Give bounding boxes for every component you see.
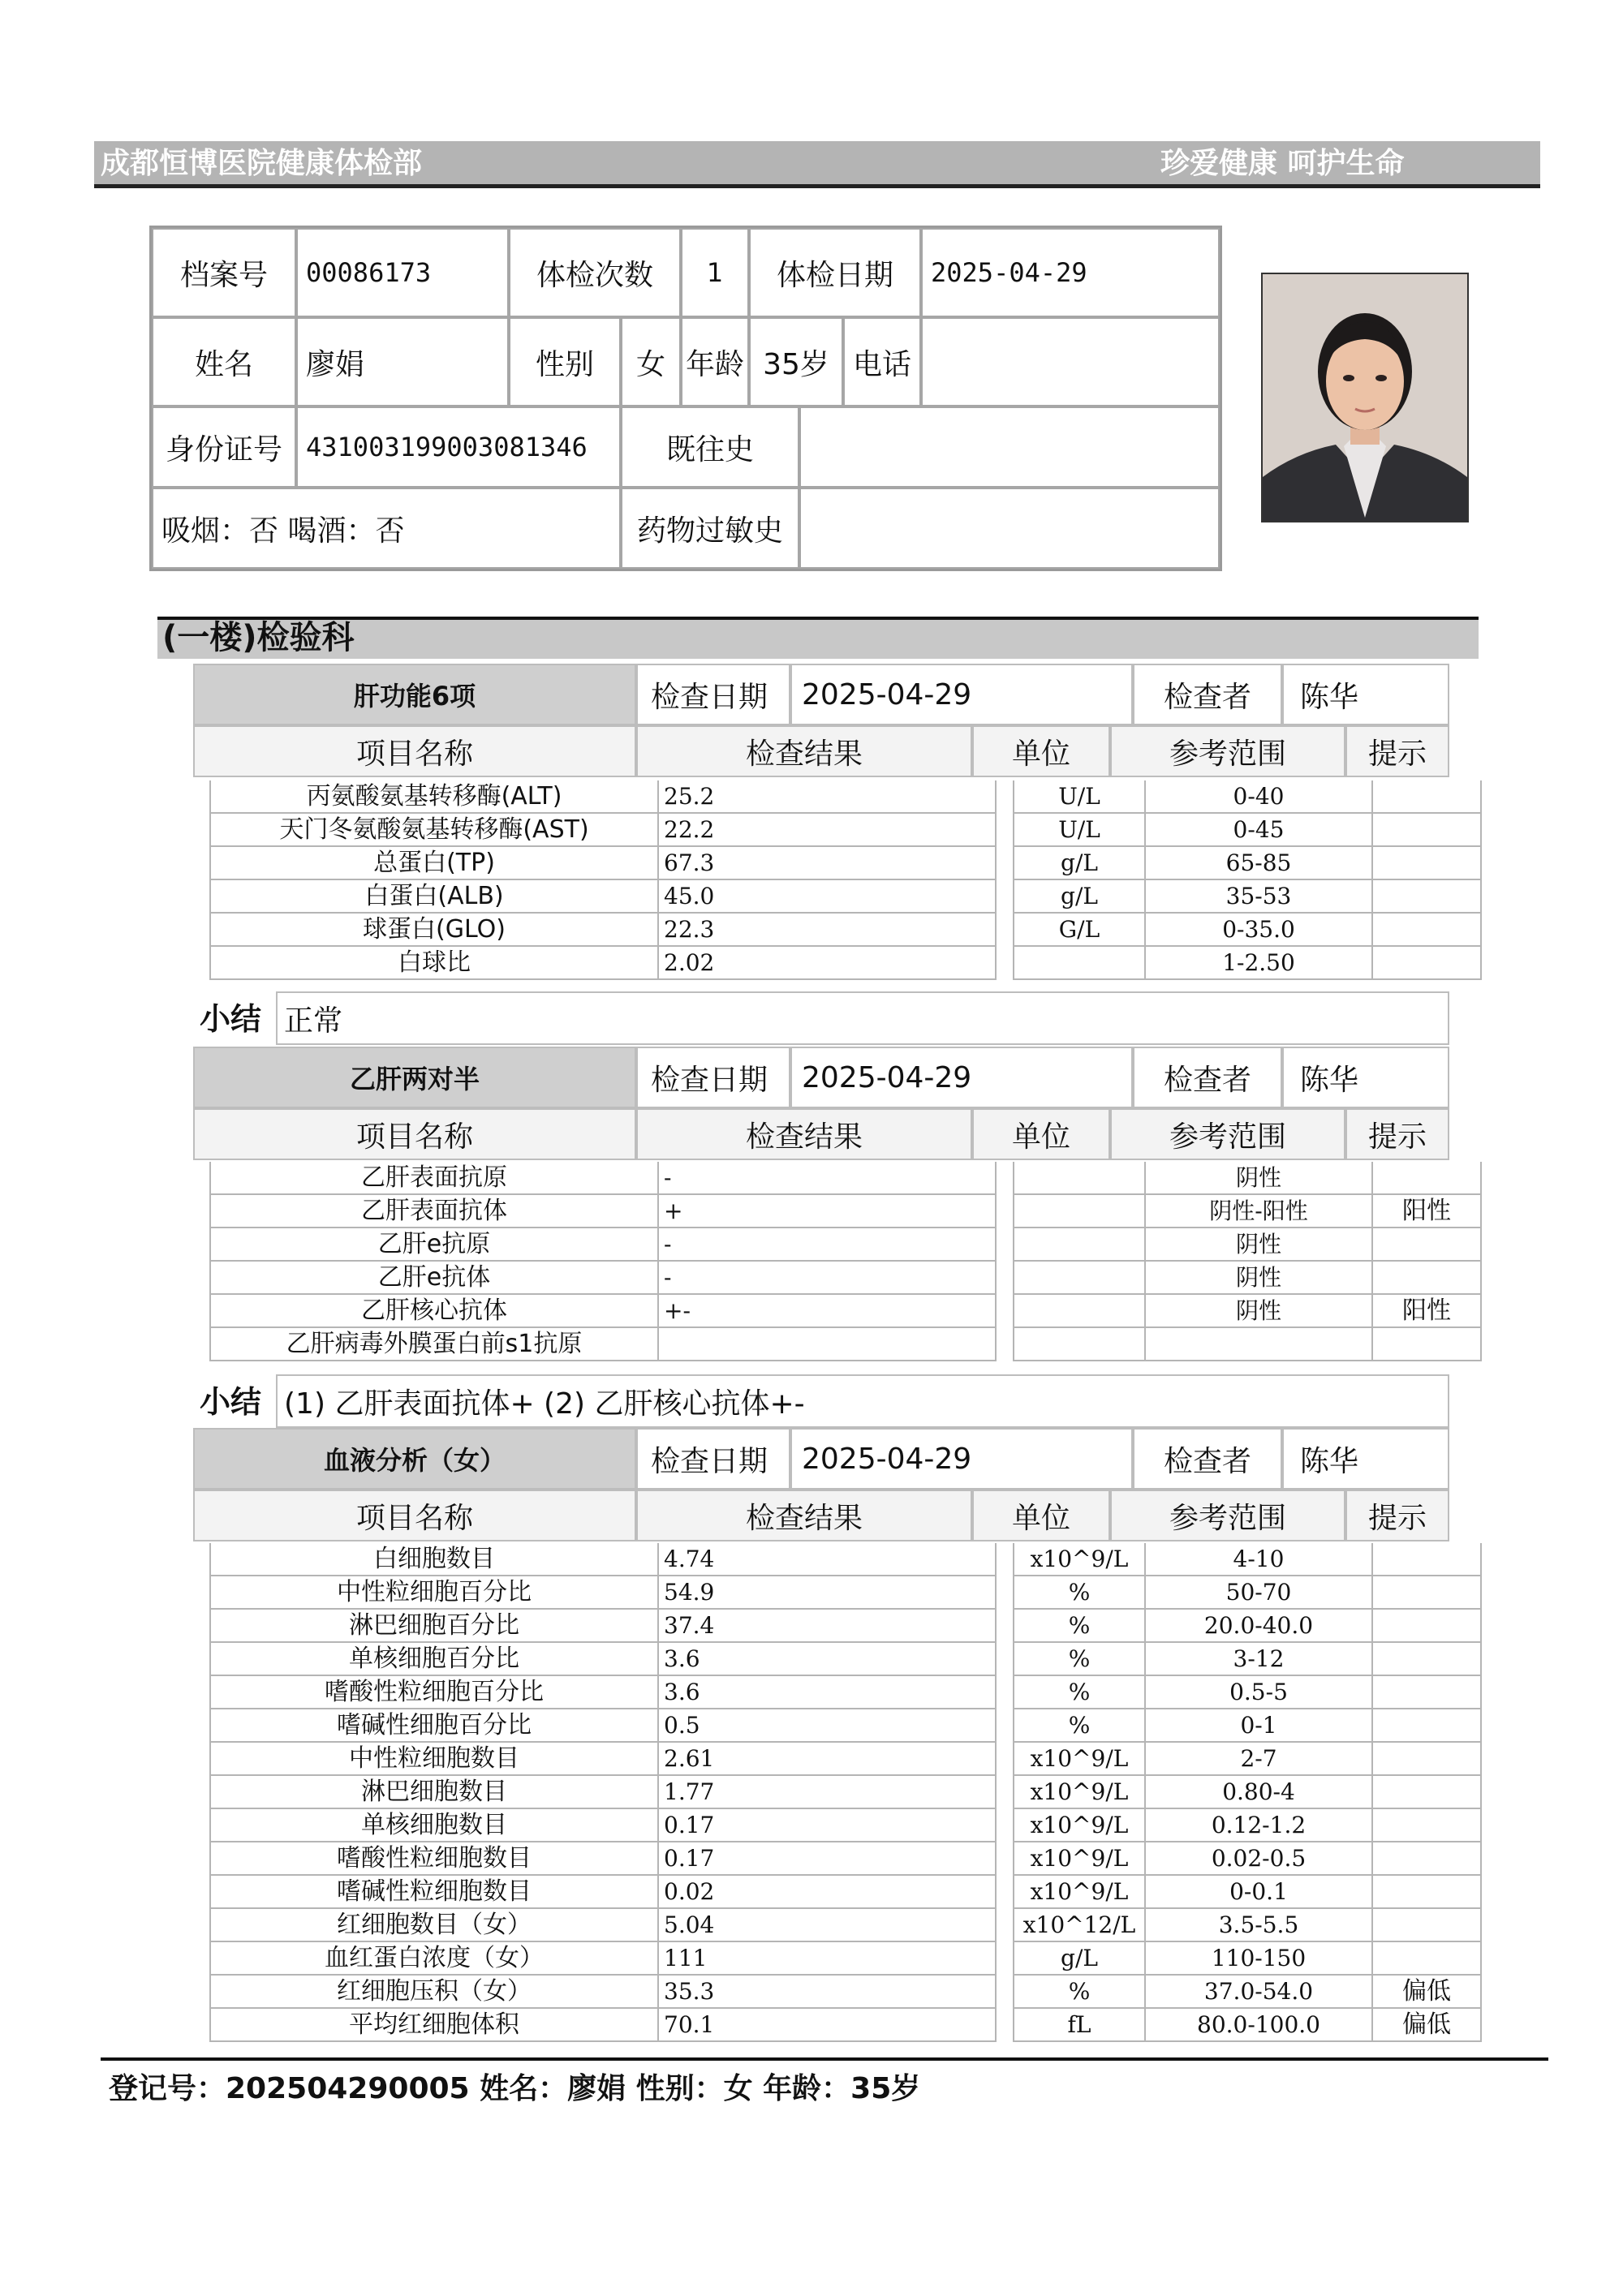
col-header-hint: 提示 bbox=[1345, 1108, 1449, 1160]
item-hint bbox=[1371, 847, 1482, 880]
item-name: 淋巴细胞百分比 bbox=[209, 1610, 657, 1643]
item-range: 110-150 bbox=[1144, 1942, 1371, 1976]
table-row bbox=[209, 1543, 1482, 1576]
col-header-range: 参考范围 bbox=[1110, 725, 1345, 777]
history-label: 既往史 bbox=[621, 406, 799, 488]
item-name: 乙肝表面抗体 bbox=[209, 1195, 657, 1228]
item-result: 3.6 bbox=[657, 1643, 997, 1676]
gender-label: 性别 bbox=[509, 317, 621, 406]
item-name: 平均红细胞体积 bbox=[209, 2009, 657, 2042]
check-date-value: 2025-04-29 bbox=[790, 1428, 1133, 1490]
table-row bbox=[209, 1643, 1482, 1676]
item-unit bbox=[1013, 947, 1144, 980]
table-row bbox=[209, 1842, 1482, 1876]
check-date-label: 检查日期 bbox=[636, 1428, 790, 1490]
section-title: (一楼)检验科 bbox=[162, 619, 355, 656]
item-hint bbox=[1371, 1942, 1482, 1976]
item-result: 3.6 bbox=[657, 1676, 997, 1709]
col-header-unit: 单位 bbox=[972, 1108, 1110, 1160]
item-result: 2.02 bbox=[657, 947, 997, 980]
item-hint bbox=[1371, 1709, 1482, 1743]
age-label: 年龄 bbox=[681, 317, 749, 406]
group-title: 乙肝两对半 bbox=[193, 1047, 636, 1108]
item-result: 67.3 bbox=[657, 847, 997, 880]
table-row bbox=[209, 1262, 1482, 1295]
item-range: 0.5-5 bbox=[1144, 1676, 1371, 1709]
item-name: 白球比 bbox=[209, 947, 657, 980]
item-range: 阴性 bbox=[1144, 1295, 1371, 1328]
col-header-range: 参考范围 bbox=[1110, 1108, 1345, 1160]
exam-date-value: 2025-04-29 bbox=[921, 228, 1220, 317]
col-header-result: 检查结果 bbox=[636, 1108, 972, 1160]
item-result: 0.5 bbox=[657, 1709, 997, 1743]
item-range: 3.5-5.5 bbox=[1144, 1909, 1371, 1942]
item-range: 35-53 bbox=[1144, 880, 1371, 914]
allergy-value bbox=[799, 488, 1220, 569]
item-name: 嗜酸性粒细胞数目 bbox=[209, 1842, 657, 1876]
header-slogan: 珍爱健康 呵护生命 bbox=[1160, 147, 1405, 180]
table-row bbox=[209, 1776, 1482, 1809]
item-result: - bbox=[657, 1262, 997, 1295]
table-row bbox=[209, 1610, 1482, 1643]
footer-divider bbox=[101, 2057, 1548, 2061]
examiner-label: 检查者 bbox=[1133, 664, 1282, 725]
phone-value bbox=[921, 317, 1220, 406]
item-range: 0-1 bbox=[1144, 1709, 1371, 1743]
item-name: 乙肝e抗原 bbox=[209, 1228, 657, 1262]
item-hint bbox=[1371, 1262, 1482, 1295]
item-unit: x10^9/L bbox=[1013, 1776, 1144, 1809]
item-hint bbox=[1371, 914, 1482, 947]
examiner-label: 检查者 bbox=[1133, 1047, 1282, 1108]
col-header-hint: 提示 bbox=[1345, 1490, 1449, 1541]
item-range: 阴性 bbox=[1144, 1162, 1371, 1195]
item-name: 总蛋白(TP) bbox=[209, 847, 657, 880]
item-unit bbox=[1013, 1195, 1144, 1228]
item-unit: % bbox=[1013, 1676, 1144, 1709]
exam-date-label: 体检日期 bbox=[749, 228, 921, 317]
item-range: 50-70 bbox=[1144, 1576, 1371, 1610]
item-unit: U/L bbox=[1013, 780, 1144, 814]
name-label: 姓名 bbox=[152, 317, 296, 406]
table-row bbox=[209, 880, 1482, 914]
item-result bbox=[657, 1328, 997, 1361]
item-name: 嗜碱性细胞百分比 bbox=[209, 1709, 657, 1743]
item-hint bbox=[1371, 814, 1482, 847]
item-name: 天门冬氨酸氨基转移酶(AST) bbox=[209, 814, 657, 847]
item-result: - bbox=[657, 1228, 997, 1262]
item-hint: 阳性 bbox=[1371, 1295, 1482, 1328]
item-range: 1-2.50 bbox=[1144, 947, 1371, 980]
hospital-title: 成都恒博医院健康体检部 bbox=[101, 147, 423, 180]
item-hint: 阳性 bbox=[1371, 1195, 1482, 1228]
file-no-label: 档案号 bbox=[152, 228, 296, 317]
item-name: 嗜碱性粒细胞数目 bbox=[209, 1876, 657, 1909]
summary-value: 正常 bbox=[276, 991, 1449, 1045]
item-unit: U/L bbox=[1013, 814, 1144, 847]
col-header-unit: 单位 bbox=[972, 1490, 1110, 1541]
col-header-range: 参考范围 bbox=[1110, 1490, 1345, 1541]
item-name: 中性粒细胞数目 bbox=[209, 1743, 657, 1776]
item-range: 阴性 bbox=[1144, 1228, 1371, 1262]
group-title: 肝功能6项 bbox=[193, 664, 636, 725]
item-hint bbox=[1371, 1643, 1482, 1676]
table-row bbox=[209, 1295, 1482, 1328]
footer-registration: 登记号：202504290005 姓名：廖娟 性别：女 年龄：35岁 bbox=[109, 2072, 921, 2105]
col-header-name: 项目名称 bbox=[193, 725, 636, 777]
item-unit: g/L bbox=[1013, 880, 1144, 914]
item-hint bbox=[1371, 947, 1482, 980]
item-range: 0-0.1 bbox=[1144, 1876, 1371, 1909]
item-result: 45.0 bbox=[657, 880, 997, 914]
item-unit bbox=[1013, 1162, 1144, 1195]
item-unit bbox=[1013, 1295, 1144, 1328]
table-row bbox=[209, 847, 1482, 880]
table-row bbox=[209, 780, 1482, 814]
id-label: 身份证号 bbox=[152, 406, 296, 488]
item-result: 22.2 bbox=[657, 814, 997, 847]
item-name: 球蛋白(GLO) bbox=[209, 914, 657, 947]
allergy-label: 药物过敏史 bbox=[621, 488, 799, 569]
examiner-value: 陈华 bbox=[1282, 1047, 1449, 1108]
exam-count-value: 1 bbox=[681, 228, 749, 317]
item-range: 0-40 bbox=[1144, 780, 1371, 814]
item-result: 22.3 bbox=[657, 914, 997, 947]
item-hint: 偏低 bbox=[1371, 2009, 1482, 2042]
table-row bbox=[209, 814, 1482, 847]
item-hint bbox=[1371, 1842, 1482, 1876]
group-title: 血液分析（女） bbox=[193, 1428, 636, 1490]
item-name: 红细胞数目（女） bbox=[209, 1909, 657, 1942]
item-result: 0.17 bbox=[657, 1809, 997, 1842]
table-row bbox=[209, 1876, 1482, 1909]
item-result: 1.77 bbox=[657, 1776, 997, 1809]
item-name: 乙肝病毒外膜蛋白前s1抗原 bbox=[209, 1328, 657, 1361]
item-result: 4.74 bbox=[657, 1543, 997, 1576]
exam-count-label: 体检次数 bbox=[509, 228, 681, 317]
check-date-label: 检查日期 bbox=[636, 664, 790, 725]
table-row bbox=[209, 1676, 1482, 1709]
table-row bbox=[209, 1228, 1482, 1262]
item-hint bbox=[1371, 1809, 1482, 1842]
item-unit bbox=[1013, 1328, 1144, 1361]
item-name: 丙氨酸氨基转移酶(ALT) bbox=[209, 780, 657, 814]
item-result: 37.4 bbox=[657, 1610, 997, 1643]
item-range: 37.0-54.0 bbox=[1144, 1976, 1371, 2009]
item-range: 0.02-0.5 bbox=[1144, 1842, 1371, 1876]
examiner-value: 陈华 bbox=[1282, 1428, 1449, 1490]
item-hint bbox=[1371, 780, 1482, 814]
item-name: 血红蛋白浓度（女） bbox=[209, 1942, 657, 1976]
item-name: 红细胞压积（女） bbox=[209, 1976, 657, 2009]
item-unit: % bbox=[1013, 1976, 1144, 2009]
item-result: 0.17 bbox=[657, 1842, 997, 1876]
gender-value: 女 bbox=[621, 317, 681, 406]
item-hint bbox=[1371, 1776, 1482, 1809]
item-result: +- bbox=[657, 1295, 997, 1328]
item-range: 阴性-阳性 bbox=[1144, 1195, 1371, 1228]
patient-photo bbox=[1261, 273, 1469, 522]
item-hint bbox=[1371, 1676, 1482, 1709]
col-header-unit: 单位 bbox=[972, 725, 1110, 777]
item-result: 5.04 bbox=[657, 1909, 997, 1942]
check-date-value: 2025-04-29 bbox=[790, 1047, 1133, 1108]
col-header-hint: 提示 bbox=[1345, 725, 1449, 777]
table-row bbox=[209, 1942, 1482, 1976]
item-unit: x10^9/L bbox=[1013, 1543, 1144, 1576]
item-unit: g/L bbox=[1013, 847, 1144, 880]
id-value: 431003199003081346 bbox=[296, 406, 621, 488]
item-unit: x10^9/L bbox=[1013, 1842, 1144, 1876]
item-unit bbox=[1013, 1262, 1144, 1295]
item-range: 0.80-4 bbox=[1144, 1776, 1371, 1809]
item-unit bbox=[1013, 1228, 1144, 1262]
item-result: 111 bbox=[657, 1942, 997, 1976]
item-result: - bbox=[657, 1162, 997, 1195]
item-unit: x10^9/L bbox=[1013, 1809, 1144, 1842]
item-range: 0-45 bbox=[1144, 814, 1371, 847]
item-hint bbox=[1371, 1909, 1482, 1942]
item-result: 70.1 bbox=[657, 2009, 997, 2042]
table-row bbox=[209, 1328, 1482, 1361]
item-range: 4-10 bbox=[1144, 1543, 1371, 1576]
item-hint bbox=[1371, 1328, 1482, 1361]
smoke-drink-value: 吸烟：否 喝酒：否 bbox=[152, 488, 621, 569]
summary-value: (1) 乙肝表面抗体+ (2) 乙肝核心抗体+- bbox=[276, 1374, 1449, 1428]
item-unit: G/L bbox=[1013, 914, 1144, 947]
section-header-bar bbox=[157, 617, 1479, 659]
examiner-label: 检查者 bbox=[1133, 1428, 1282, 1490]
item-range: 65-85 bbox=[1144, 847, 1371, 880]
item-name: 乙肝e抗体 bbox=[209, 1262, 657, 1295]
item-unit: x10^9/L bbox=[1013, 1876, 1144, 1909]
table-row bbox=[209, 1976, 1482, 2009]
item-range: 3-12 bbox=[1144, 1643, 1371, 1676]
item-name: 乙肝表面抗原 bbox=[209, 1162, 657, 1195]
summary-label: 小结 bbox=[200, 1001, 262, 1037]
item-range: 阴性 bbox=[1144, 1262, 1371, 1295]
item-unit: % bbox=[1013, 1610, 1144, 1643]
col-header-result: 检查结果 bbox=[636, 1490, 972, 1541]
phone-label: 电话 bbox=[843, 317, 921, 406]
item-range: 0-35.0 bbox=[1144, 914, 1371, 947]
summary-label: 小结 bbox=[200, 1384, 262, 1420]
item-unit: % bbox=[1013, 1709, 1144, 1743]
table-row bbox=[209, 947, 1482, 980]
item-range: 80.0-100.0 bbox=[1144, 2009, 1371, 2042]
check-date-label: 检查日期 bbox=[636, 1047, 790, 1108]
item-result: 25.2 bbox=[657, 780, 997, 814]
history-value bbox=[799, 406, 1220, 488]
age-value: 35岁 bbox=[749, 317, 843, 406]
item-name: 单核细胞数目 bbox=[209, 1809, 657, 1842]
item-hint bbox=[1371, 1162, 1482, 1195]
item-hint bbox=[1371, 1576, 1482, 1610]
item-result: 54.9 bbox=[657, 1576, 997, 1610]
table-row bbox=[209, 1809, 1482, 1842]
col-header-result: 检查结果 bbox=[636, 725, 972, 777]
item-hint bbox=[1371, 880, 1482, 914]
table-row bbox=[209, 1743, 1482, 1776]
item-result: + bbox=[657, 1195, 997, 1228]
item-unit: fL bbox=[1013, 2009, 1144, 2042]
item-unit: g/L bbox=[1013, 1942, 1144, 1976]
item-result: 2.61 bbox=[657, 1743, 997, 1776]
item-name: 嗜酸性粒细胞百分比 bbox=[209, 1676, 657, 1709]
table-row bbox=[209, 914, 1482, 947]
item-hint bbox=[1371, 1543, 1482, 1576]
patient-photo-image bbox=[1263, 274, 1467, 521]
table-row bbox=[209, 2009, 1482, 2042]
item-result: 0.02 bbox=[657, 1876, 997, 1909]
item-name: 中性粒细胞百分比 bbox=[209, 1576, 657, 1610]
check-date-value: 2025-04-29 bbox=[790, 664, 1133, 725]
item-range: 2-7 bbox=[1144, 1743, 1371, 1776]
item-name: 淋巴细胞数目 bbox=[209, 1776, 657, 1809]
item-range: 0.12-1.2 bbox=[1144, 1809, 1371, 1842]
table-row bbox=[209, 1576, 1482, 1610]
patient-info-table bbox=[149, 226, 1222, 571]
item-result: 35.3 bbox=[657, 1976, 997, 2009]
file-no-value: 00086173 bbox=[296, 228, 509, 317]
item-name: 乙肝核心抗体 bbox=[209, 1295, 657, 1328]
item-unit: % bbox=[1013, 1576, 1144, 1610]
item-hint bbox=[1371, 1610, 1482, 1643]
table-row bbox=[209, 1909, 1482, 1942]
item-range: 20.0-40.0 bbox=[1144, 1610, 1371, 1643]
col-header-name: 项目名称 bbox=[193, 1490, 636, 1541]
table-row bbox=[209, 1162, 1482, 1195]
table-row bbox=[209, 1195, 1482, 1228]
item-hint: 偏低 bbox=[1371, 1976, 1482, 2009]
item-name: 白蛋白(ALB) bbox=[209, 880, 657, 914]
item-unit: x10^9/L bbox=[1013, 1743, 1144, 1776]
name-value: 廖娟 bbox=[296, 317, 509, 406]
item-hint bbox=[1371, 1876, 1482, 1909]
item-hint bbox=[1371, 1743, 1482, 1776]
col-header-name: 项目名称 bbox=[193, 1108, 636, 1160]
table-row bbox=[209, 1709, 1482, 1743]
item-range bbox=[1144, 1328, 1371, 1361]
item-hint bbox=[1371, 1228, 1482, 1262]
item-name: 白细胞数目 bbox=[209, 1543, 657, 1576]
item-name: 单核细胞百分比 bbox=[209, 1643, 657, 1676]
item-unit: % bbox=[1013, 1643, 1144, 1676]
examiner-value: 陈华 bbox=[1282, 664, 1449, 725]
item-unit: x10^12/L bbox=[1013, 1909, 1144, 1942]
